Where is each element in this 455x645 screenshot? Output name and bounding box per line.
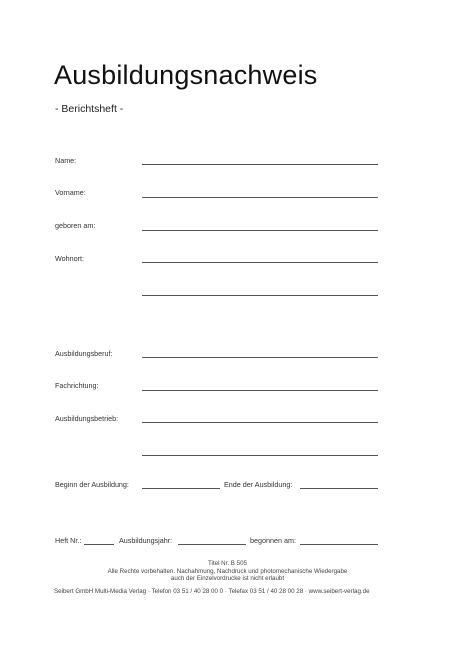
footer-rights-line-2: auch der Einzelvordrucke ist nicht erlaubt — [170, 575, 285, 582]
footer-title-number: Titel Nr. B 505 — [208, 560, 247, 567]
heft-nr-label: Heft Nr.: — [55, 536, 82, 545]
ausbildungsberuf-field[interactable] — [142, 357, 378, 358]
ausbildungsbetrieb-label: Ausbildungsbetrieb: — [55, 414, 119, 423]
heft-nr-field[interactable] — [84, 544, 114, 545]
ausbildungsjahr-label: Ausbildungsjahr: — [119, 536, 173, 545]
wohnort-field-line-2[interactable] — [142, 295, 378, 296]
wohnort-label: Wohnort: — [55, 254, 85, 263]
ausbildungsjahr-field[interactable] — [178, 544, 246, 545]
fachrichtung-field[interactable] — [142, 390, 378, 391]
document-title: Ausbildungsnachweis — [54, 60, 318, 90]
beginn-field[interactable] — [142, 488, 220, 489]
ende-field[interactable] — [300, 488, 378, 489]
geboren-am-field[interactable] — [142, 230, 378, 231]
wohnort-field[interactable] — [142, 262, 378, 263]
document-subtitle: - Berichtsheft - — [55, 103, 124, 115]
name-field[interactable] — [142, 164, 378, 165]
vorname-field[interactable] — [142, 197, 378, 198]
ausbildungsbetrieb-field-line-2[interactable] — [142, 455, 378, 456]
begonnen-am-label: begonnen am: — [250, 536, 296, 545]
footer-rights-line-1: Alle Rechte vorbehalten. Nachahmung, Nachdruck und photomechanische Wiedergabe — [107, 567, 348, 575]
fachrichtung-label: Fachrichtung: — [55, 381, 99, 390]
vorname-label: Vorname: — [55, 188, 86, 197]
ausbildungsbetrieb-field[interactable] — [142, 422, 378, 423]
begonnen-am-field[interactable] — [300, 544, 378, 545]
footer-publisher: Seibert GmbH Multi-Media Verlag · Telefon 03 51 / 40 28 00 0 · Telefax 03 51 / 40 28 00 28 · www.seibert-verlag.de — [54, 588, 370, 595]
ende-label: Ende der Ausbildung: — [224, 480, 293, 489]
geboren-am-label: geboren am: — [55, 221, 96, 230]
beginn-label: Beginn der Ausbildung: — [55, 480, 129, 489]
ausbildungsberuf-label: Ausbildungsberuf: — [55, 349, 113, 358]
name-label: Name: — [55, 156, 77, 165]
